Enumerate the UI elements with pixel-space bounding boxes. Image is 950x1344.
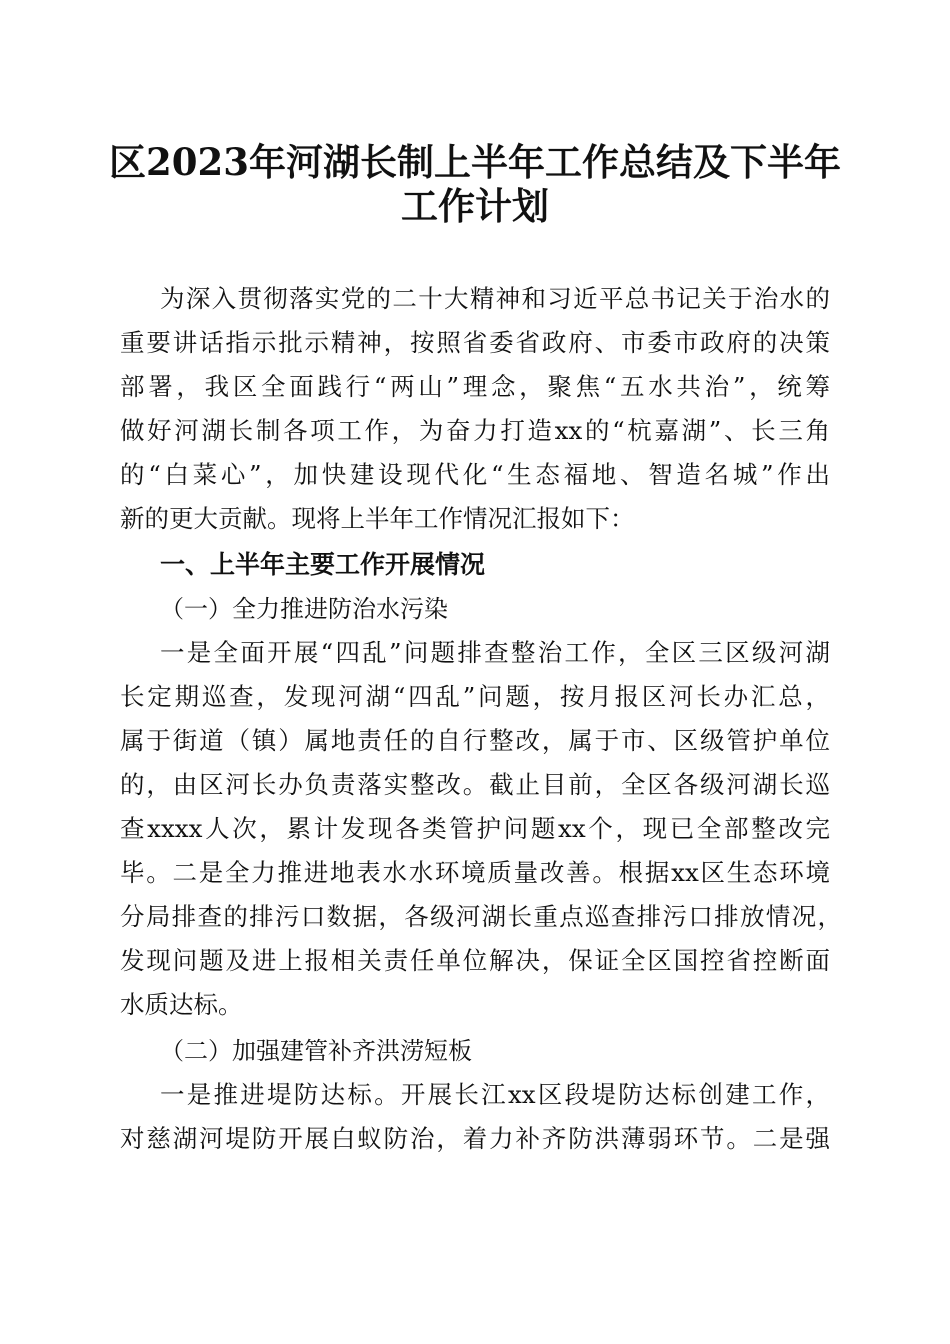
sub1-line-5: 查xxxx人次，累计发现各类管护问题xx个，现已全部整改完 bbox=[120, 814, 830, 843]
intro-line-6: 新的更大贡献。现将上半年工作情况汇报如下： bbox=[120, 504, 635, 533]
sub1-line-4: 的，由区河长办负责落实整改。截止目前，全区各级河湖长巡 bbox=[120, 770, 830, 799]
intro-line-2: 重要讲话指示批示精神，按照省委省政府、市委市政府的决策 bbox=[120, 328, 830, 357]
intro-line-3: 部署，我区全面践行“两山”理念，聚焦“五水共治”，统筹 bbox=[120, 372, 830, 401]
sub1-line-7: 分局排查的排污口数据，各级河湖长重点巡查排污口排放情况， bbox=[120, 902, 842, 931]
section-heading-1: 一、上半年主要工作开展情况 bbox=[160, 550, 486, 579]
subsection-heading-1: （一）全力推进防治水污染 bbox=[160, 595, 448, 623]
sub1-line-6: 毕。二是全力推进地表水水环境质量改善。根据xx区生态环境 bbox=[120, 858, 830, 887]
sub2-line-1: 一是推进堤防达标。开展长江xx区段堤防达标创建工作， bbox=[160, 1080, 830, 1109]
intro-line-4: 做好河湖长制各项工作，为奋力打造xx的“杭嘉湖”、长三角 bbox=[120, 416, 830, 445]
sub1-line-3: 属于街道（镇）属地责任的自行整改，属于市、区级管护单位 bbox=[120, 726, 830, 755]
sub2-line-2: 对慈湖河堤防开展白蚁防治，着力补齐防洪薄弱环节。二是强 bbox=[120, 1124, 830, 1153]
sub1-line-2: 长定期巡查，发现河湖“四乱”问题，按月报区河长办汇总， bbox=[120, 682, 830, 711]
document-title-line-2: 工作计划 bbox=[401, 184, 549, 228]
sub1-line-9: 水质达标。 bbox=[120, 990, 243, 1019]
intro-line-5: 的“白菜心”，加快建设现代化“生态福地、智造名城”作出 bbox=[120, 460, 830, 489]
document-title-line-1: 区2023年河湖长制上半年工作总结及下半年 bbox=[109, 140, 841, 184]
sub1-line-1: 一是全面开展“四乱”问题排查整治工作，全区三区级河湖 bbox=[160, 638, 830, 667]
sub1-line-8: 发现问题及进上报相关责任单位解决，保证全区国控省控断面 bbox=[120, 946, 830, 975]
intro-line-1: 为深入贯彻落实党的二十大精神和习近平总书记关于治水的 bbox=[160, 284, 830, 313]
subsection-heading-2: （二）加强建管补齐洪涝短板 bbox=[160, 1037, 472, 1065]
